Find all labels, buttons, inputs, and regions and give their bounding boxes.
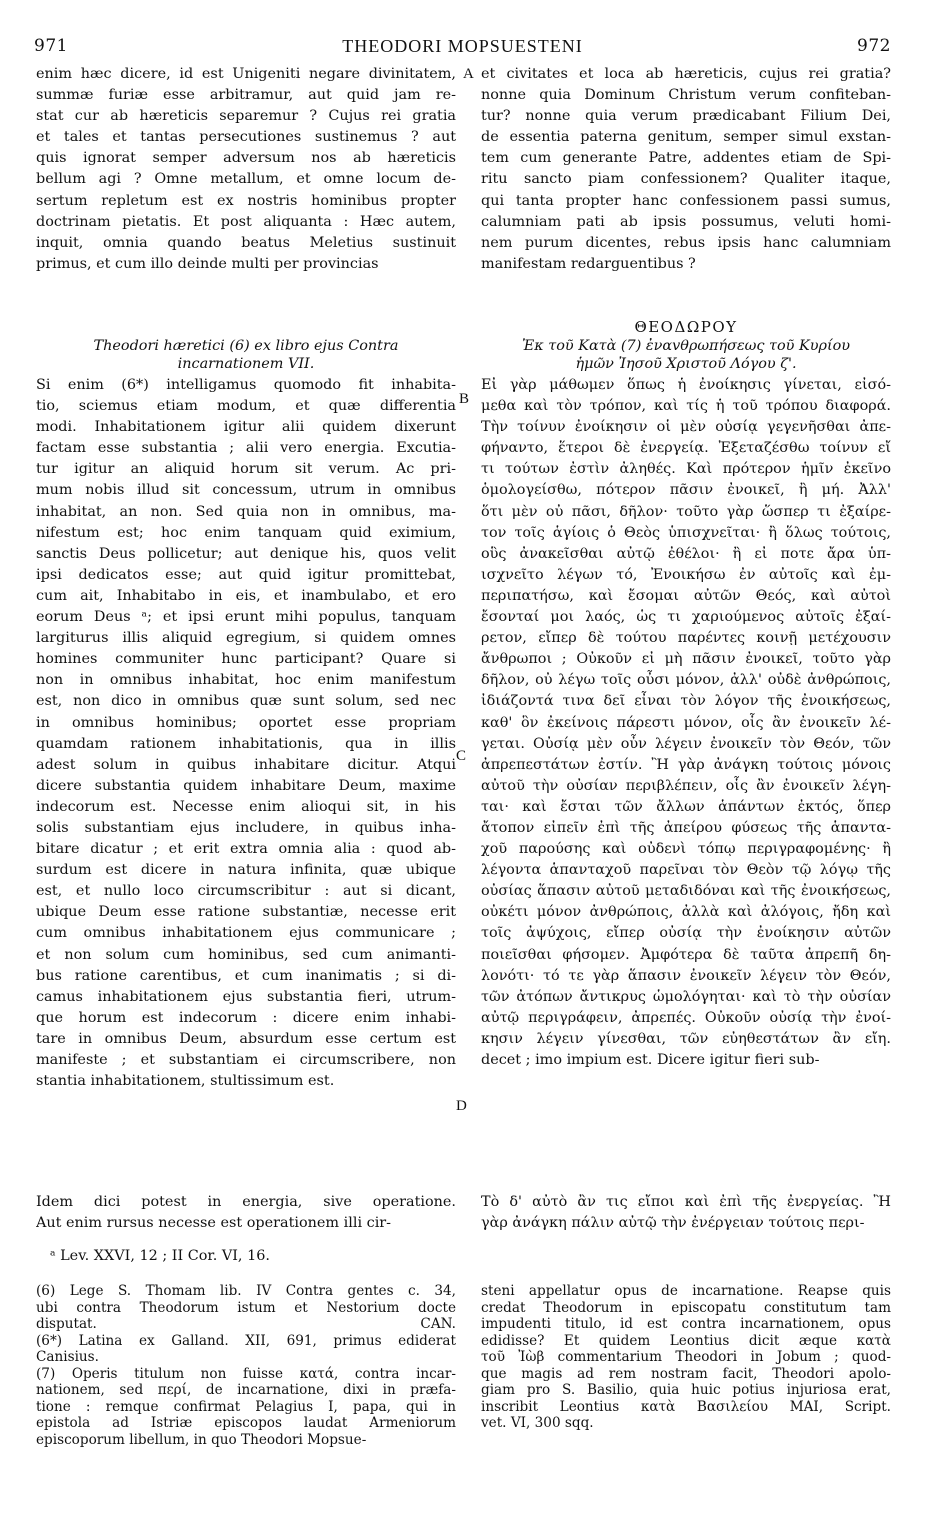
latin-line: mum nobis illud sit concessum, utrum in omnibus [36,482,456,499]
latin-line: quamdam rationem inhabitationis, qua in illis [36,735,456,752]
latin-line: bellum agi ? Omne metallum, et omne locum de- [36,171,456,188]
greek-line: ὁμολογείσθω, πότερον πᾶσιν ἐνοικεῖ, ἢ μή. Ἀλλ' [481,482,891,499]
margin-marker-c: C [456,748,467,764]
note-line: vet. VI, 300 sqq. [481,1415,594,1431]
greek-section-title-line-2: ἡμῶν Ἰησοῦ Χριστοῦ Λόγου ζ'. [575,356,797,372]
greek-line: χοῦ παρούσης καὶ οὐδενὶ τόπῳ περιγραφομένης· ἢ [481,841,891,858]
latin-line: sertum repletum est ex nostris hominibus propter [36,192,456,209]
latin-line: factam esse substantia ; alii vero energia. Excutia- [36,440,456,457]
latin-line: tare in omnibus Deum, absurdum esse certum est [36,1030,456,1047]
greek-line: μεθα καὶ τὸν τρόπον, καὶ τίς ἡ τοῦ τρόπου διαφορά. [481,398,891,415]
latin-line: cum omnibus inhabitationem ejus communicare ; [36,925,456,942]
latin-line: adest solum in quibus inhabitare dicitur. Atqui [36,756,456,773]
latin-line: stantia inhabitationem, stultissimum est. [36,1073,335,1090]
greek-body-continued [481,1192,891,1234]
note-line: edidisse? Et quidem Leontius dicit æque κατὰ [481,1332,891,1349]
greek-line: οὐκέτι μόνον ἀνθρώποις, ἀλλὰ καὶ ἀλόγοις, ἤδη καὶ [481,904,891,921]
greek-line: ἰδιάζοντά τινα δεῖ εἶναι τὸν λόγον τῆς ἐνοικήσεως, [481,693,891,710]
note-line: inscribit Leontius κατὰ Βασιλείου MAI, Script. [481,1398,891,1415]
latin-line: Si enim (6*) intelligamus quomodo fit inhabita- [36,377,456,393]
latin-line: tur igitur an aliquid horum sit verum. Ac pri- [36,461,456,478]
greek-section-title-line-1: Ἐκ τοῦ Κατὰ (7) ἐναvθρωπήσεως τοῦ Κυρίου [521,338,851,354]
greek-line: τον τοῖς ἁγίοις ὁ Θεὸς ὑπισχνεῖται· ἢ ὅλως τούτοις, [481,524,891,541]
latin-line: sanctis Deus pollicetur; aut denique his, quos velit [36,545,456,562]
latin-line: tur? nonne quia verum prædicabant Filium Dei, [481,108,891,125]
latin-section-title-line-2: incarnationem VII. [177,356,315,372]
greek-line: ἀπρεπεστάτων ἐστίν. Ἢ γὰρ ἀνάγκη τούτοις μόνοις [481,756,891,773]
latin-line: indecorum est. Necesse enim alioqui sit, in his [36,798,456,815]
greek-line: ἄτοπον εἰπεῖν ἐπὶ τῆς ἀπείρου φύσεως τῆς ἁπαντα- [481,819,891,836]
latin-body-block [36,375,456,1092]
greek-line: αὐτοῦ τὴν οὐσίαν περιβλέπειν, οἷς ἂν ἐνοικεῖν λέγη- [481,777,891,794]
greek-line: ἔσονταί μοι λαός, ὡς τι χαριούμενος αὐτοῖς ἐξαί- [481,609,891,626]
left-page-number: 971 [34,36,68,56]
note-line: credat Theodorum in episcopatu constitutum tam [481,1299,891,1316]
note-line: (6) Lege S. Thomam lib. IV Contra gentes c. 34, [36,1283,456,1299]
note-line: que magis ad rem nostram facit, Theodori apolo- [481,1365,891,1382]
latin-line: et tales et tantas persecutiones sustinemus ? aut [36,129,456,146]
latin-section-title-line-1: Theodori hæretici (6) ex libro ejus Contra [93,338,399,354]
greek-line: περιπατήσω, καὶ ἔσομαι αὐτῶν Θεός, καὶ αὐτοὶ [481,587,891,604]
latin-line: modi. Inhabitationem igitur alii quidem dixerunt [36,419,456,436]
latin-line: Idem dici potest in energia, sive operatione. [36,1194,456,1210]
latin-top-right-block [481,64,891,275]
note-line: nationem, sed περί, de incarnatione, dixi in præfa- [36,1382,456,1398]
latin-line: tio, sciemus etiam modum, et quæ differentia [36,398,456,415]
latin-line: stat cur ab hæreticis separemur ? Cujus rei gratia [36,108,456,125]
latin-line: solis substantiam ejus includere, in quibus inha- [36,819,456,836]
latin-line: manifestam redarguentibus ? [481,255,696,272]
latin-line: homines communiter hunc participant? Quare si [36,651,456,668]
note-line: giam pro S. Basilio, quia huic potius injuriosa erat, [481,1382,891,1398]
latin-line: tem cum generante Patre, addentes etiam de Spi- [481,150,891,167]
latin-line: de essentia paterna genitum, semper simul exstan- [481,129,891,146]
greek-line: ὅτι μὲν οὐ πᾶσι, δῆλον· τοῦτο γὰρ ὥσπερ τι ἐξαίρε- [481,503,891,520]
latin-line: in omnibus hominibus; oportet esse propriam [36,714,456,731]
latin-line: nifestum est; hoc enim tanquam quid eximium, [36,524,456,541]
latin-line: nonne quia Dominum Christum verum confiteban- [481,87,891,104]
greek-line: οὓς ἀνακεῖσθαι αὐτῷ ἐθέλοι· ἢ εἰ ποτε ἄρα ὑπ- [481,545,891,562]
greek-line: ισχνεῖτο λέγων τό, Ἐνοικήσω ἐν αὐτοῖς καὶ ἐμ- [481,566,891,583]
notes-left-block [36,1283,456,1448]
scripture-footnote: ᵃ Lev. XXVI, 12 ; II Cor. VI, 16. [50,1248,270,1264]
latin-line: doctrinam pietatis. Et post aliquanta : Hæc autem, [36,213,456,230]
latin-line: qui tanta propter hanc confessionem passi sumus, [481,192,891,209]
note-line: impudenti titulo, id est contra incarnationem, opus [481,1316,891,1332]
greek-line: ἄνθρωποι ; Οὐκοῦν εἰ μὴ πᾶσιν ἐνοικεῖ, τοῦτο γὰρ [481,651,891,668]
note-line: (7) Operis titulum non fuisse κατά, contra incar- [36,1365,456,1382]
margin-marker-d: D [456,1098,467,1114]
latin-line: et civitates et loca ab hæreticis, cujus rei gratia? [481,66,891,82]
latin-line: dicere substantia quidem inhabitare Deum, maxime [36,777,456,794]
note-line: disputat. CAN. [36,1316,456,1332]
greek-section-title [481,337,891,373]
latin-line: camus inhabitationem ejus substantia fieri, utrum- [36,988,456,1005]
greek-line: γὰρ ἀνάγκη πάλιν αὐτῷ τὴν ἐνέργειαν τούτοις περι- [481,1215,865,1232]
greek-line: Τὸ δ' αὐτὸ ἂν τις εἴποι καὶ ἐπὶ τῆς ἐνεργείας. Ἢ [481,1194,891,1210]
greek-line: λέγοντα ἁπανταχοῦ παρεῖναι τὸν Θεὸν τῷ λόγῳ τῆς [481,862,891,879]
latin-line: et non solum cum hominibus, sed cum animanti- [36,946,456,963]
latin-line: surdum est dicere in natura infinita, quæ ubique [36,862,456,879]
greek-line: Εἰ γὰρ μάθωμεν ὅπως ἡ ἐνοίκησις γίνεται, εἰσό- [481,377,891,393]
latin-line: summæ furiæ esse arbitramur, aut quid jam re- [36,87,456,104]
margin-marker-b: B [459,391,470,407]
greek-line: δῆλον, οὐ λέγω τοῖς οὖσι μόνον, ἀλλ' οὐδὲ ἀνθρώποις, [481,672,891,689]
right-page-number: 972 [857,36,891,56]
note-line: episcoporum libellum, in quo Theodori Mopsue- [36,1431,367,1448]
latin-line: largiturus illis aliquid egregium, si quidem omnes [36,630,456,647]
greek-line: λονότι· τό τε γὰρ ἅπασιν ἐνοικεῖν λέγειν τὸν Θεόν, [481,967,891,984]
greek-heading: ΘΕΟΔΩΡΟΥ [634,318,738,336]
latin-line: bitare dicatur ; et erit extra omnia alia : quod ab- [36,841,456,858]
latin-line: primus, et cum illo deinde multi per provincias [36,255,379,272]
greek-line: ται· καὶ ἔσται τῶν ἄλλων ἁπάντων ἐκτός, ὅπερ [481,798,891,815]
margin-marker-a: A [463,66,474,82]
latin-line: inhabitat, an non. Sed quia non in omnibus, ma- [36,503,456,520]
greek-line: κησιν λέγειν γίνεσθαι, τῶν εὐηθεστάτων ἂν εἴη. [481,1030,891,1047]
page-header [34,36,891,58]
note-line: tione : remque confirmat Pelagius I, papa, qui in [36,1398,456,1415]
note-line: ubi contra Theodorum istum et Nestorium docte [36,1299,456,1316]
latin-line: ipsi dedicatos esse; aut quid igitur promittebat, [36,566,456,583]
latin-line: eorum Deus ᵃ; et ipsi erunt mihi populus, tanquam [36,609,456,626]
latin-line: nem purum dicentes, rebus ipsis hanc calumniam [481,234,891,251]
greek-line: τῶν ἀτόπων ἄντικρυς ὡμολόγηται· καὶ τὸ τὴν οὐσίαν [481,988,891,1005]
running-title: THEODORI MOPSUESTENI [342,36,583,56]
greek-line: καθ' ὃν ἐκείνοις πάρεστι μόνον, οἷς ἂν ἐνοικεῖν λέ- [481,714,891,731]
latin-top-block [36,64,456,275]
greek-line: οὐσίας ἅπασιν αὐτοῦ μεταδιδόναι καὶ τῆς ἐνοικήσεως, [481,883,891,900]
latin-line: ubique Deum esse ratione substantiæ, necesse erit [36,904,456,921]
note-line: (6*) Latina ex Galland. XII, 691, primus ediderat [36,1332,456,1349]
latin-line: bus ratione carentibus, et cum inanimatis ; si di- [36,967,456,984]
latin-line: ritu sancto piam confessionem? Qualiter itaque, [481,171,891,188]
latin-line: est, et nullo loco circumscribitur : aut si dicant, [36,883,456,900]
greek-line: αὐτῷ περιγράφειν, ἀπρεπές. Οὐκοῦν οὐσίᾳ τὴν ἐνοί- [481,1009,891,1026]
latin-line: quis ignorat semper adversum nos ab hæreticis [36,150,456,167]
greek-line: φήναντο, ἕτεροι δὲ ἐνεργείᾳ. Ἐξεταζέσθω τοίνυν εἴ [481,440,891,457]
greek-line: ποιεῖσθαι φήσομεν. Ἀμφότερα δὲ ταῦτα ἀπρεπῆ δη- [481,946,891,963]
greek-line: decet ; imo impium est. Dicere igitur fieri sub- [481,1052,820,1068]
latin-line: que horum est indecorum : dicere enim inhabi- [36,1009,456,1026]
latin-line: inquit, omnia quando beatus Meletius sustinuit [36,234,456,251]
notes-right-block [481,1283,891,1432]
latin-line: manifeste ; et substantiam ei circumscribere, non [36,1052,456,1068]
greek-line: τι τούτων ἐστὶν ἀληθές. Καὶ πρότερον ἡμῖν ἐκεῖνο [481,461,891,478]
greek-body-block [481,375,891,1071]
latin-line: cum ait, Inhabitabo in eis, et inambulabo, et ero [36,587,456,604]
note-line: steni appellatur opus de incarnatione. Reapse quis [481,1283,891,1299]
note-line: epistola ad Istriæ episcopos laudat Armeniorum [36,1415,456,1431]
greek-line: τοῖς ἀψύχοις, εἴπερ οὐσίᾳ τὴν ἐνοίκησιν αὐτῶν [481,925,891,942]
latin-line: Aut enim rursus necesse est operationem illi cir- [36,1215,392,1232]
latin-section-title [36,337,456,373]
greek-line: ρετον, εἴπερ δὲ τούτου παρέντες κοινῇ μετέχουσιν [481,630,891,647]
latin-line: enim hæc dicere, id est Unigeniti negare divinitatem, [36,66,456,82]
latin-line: non in omnibus inhabitat, hoc enim manifestum [36,672,456,689]
latin-body-continued [36,1192,456,1234]
latin-line: calumniam pati ab ipsis possumus, veluti homi- [481,213,891,230]
greek-line: Τὴν τοίνυν ἐνοίκησιν οἱ μὲν οὐσίᾳ γεγενῆσθαι ἀπε- [481,419,891,436]
note-line: Canisius. [36,1349,99,1365]
greek-line: γεται. Οὐσίᾳ μὲν οὖν λέγειν ἐνοικεῖν τὸν Θεόν, τῶν [481,735,891,752]
latin-line: est, non dico in omnibus quæ sunt solum, sed nec [36,693,456,710]
note-line: τοῦ Ἰὼβ commentarium Theodori in Jobum ; quod- [481,1349,891,1365]
